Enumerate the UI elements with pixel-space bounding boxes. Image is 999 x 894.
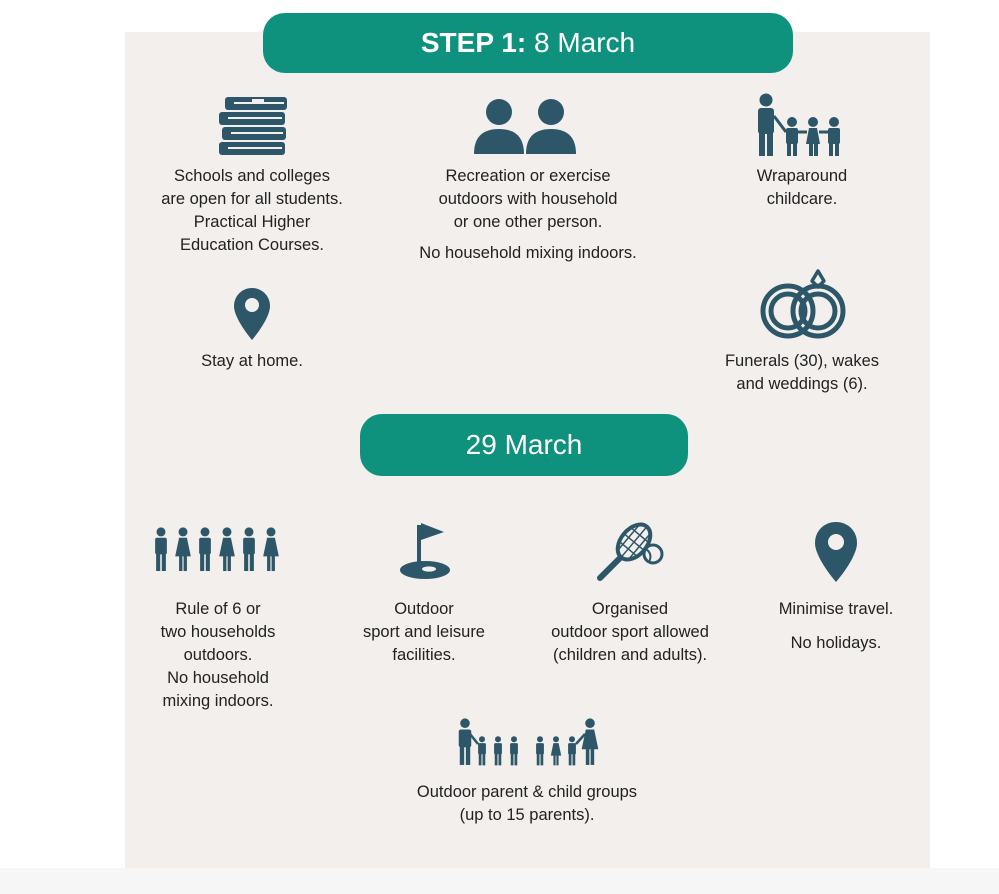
person-figure bbox=[250, 553, 254, 571]
person-figure bbox=[511, 736, 517, 742]
rings-icon bbox=[756, 268, 852, 340]
person-figure bbox=[459, 729, 472, 747]
schools-line-3: Practical Higher bbox=[193, 213, 311, 231]
person-figure bbox=[586, 748, 590, 765]
books-icon bbox=[216, 95, 292, 157]
schools-line-4: Education Courses. bbox=[180, 236, 324, 254]
person-figure bbox=[267, 555, 270, 571]
groups-line-2: (up to 15 parents). bbox=[459, 806, 595, 824]
step1-banner bbox=[263, 13, 793, 73]
childcare-line-2: childcare. bbox=[766, 190, 838, 208]
sport-line-3: facilities. bbox=[392, 646, 456, 664]
rule6-line-2: two households bbox=[160, 623, 276, 641]
rule-of-6-text bbox=[130, 598, 306, 713]
person-figure bbox=[200, 553, 204, 571]
recreation-line-1: Recreation or exercise bbox=[445, 167, 611, 185]
schools-text bbox=[142, 165, 362, 257]
person-figure bbox=[479, 754, 482, 766]
person-figure bbox=[157, 527, 166, 536]
person-figure bbox=[199, 538, 211, 555]
person-figure bbox=[585, 718, 595, 728]
childcare-text bbox=[720, 165, 884, 211]
parent-child-groups-icon bbox=[456, 718, 600, 768]
rule6-line-4: No household bbox=[167, 669, 269, 687]
travel-text bbox=[750, 598, 922, 655]
travel-extra: No holidays. bbox=[790, 634, 882, 652]
funerals-text bbox=[700, 350, 904, 396]
step1-banner-bold: STEP 1: bbox=[420, 27, 527, 58]
family-icon bbox=[752, 92, 852, 158]
person-figure bbox=[206, 553, 210, 571]
rule6-line-5: mixing indoors. bbox=[162, 692, 274, 710]
sport-line-1: Outdoor bbox=[394, 600, 454, 618]
organised-line-3: (children and adults). bbox=[552, 646, 708, 664]
bottom-strip bbox=[0, 868, 999, 894]
organised-line-1: Organised bbox=[591, 600, 669, 618]
person-figure bbox=[556, 755, 558, 765]
person-figure bbox=[511, 754, 514, 766]
person-figure bbox=[537, 736, 543, 742]
person-figure bbox=[479, 736, 485, 742]
person-figure bbox=[162, 553, 166, 571]
organised-sport-text bbox=[520, 598, 740, 667]
person-figure bbox=[551, 743, 561, 755]
person-figure bbox=[201, 527, 210, 536]
person-figure bbox=[179, 527, 188, 536]
rule6-line-3: outdoors. bbox=[183, 646, 253, 664]
person-figure bbox=[156, 553, 160, 571]
person-figure bbox=[536, 743, 544, 754]
tennis-racket-icon bbox=[594, 518, 668, 584]
recreation-line-3: or one other person. bbox=[453, 213, 603, 231]
person-figure bbox=[245, 527, 254, 536]
person-figure bbox=[223, 527, 232, 536]
person-figure bbox=[537, 754, 540, 766]
person-figure bbox=[272, 555, 275, 571]
schools-line-2: are open for all students. bbox=[161, 190, 343, 208]
person-figure bbox=[466, 746, 470, 765]
sport-line-2: sport and leisure bbox=[363, 623, 485, 641]
person-figure bbox=[155, 538, 167, 555]
person-figure bbox=[219, 538, 235, 557]
parent-child-text bbox=[380, 781, 674, 827]
march29-banner-label: 29 March bbox=[465, 429, 583, 460]
organised-line-2: outdoor sport allowed bbox=[551, 623, 709, 641]
step1-banner-date: 8 March bbox=[533, 27, 636, 58]
person-figure bbox=[569, 736, 575, 742]
two-people-icon bbox=[472, 96, 578, 156]
person-figure bbox=[553, 755, 555, 765]
schools-line-1: Schools and colleges bbox=[174, 167, 330, 185]
person-figure bbox=[569, 754, 572, 766]
funerals-line-1: Funerals (30), wakes bbox=[724, 352, 880, 370]
location-pin-icon bbox=[232, 286, 272, 342]
person-figure bbox=[515, 754, 518, 766]
six-people-icon bbox=[152, 527, 282, 573]
recreation-extra: No household mixing indoors. bbox=[419, 244, 637, 262]
travel-pin-icon bbox=[813, 520, 859, 584]
person-figure bbox=[582, 729, 599, 749]
groups-line-1: Outdoor parent & child groups bbox=[416, 783, 638, 801]
person-figure bbox=[460, 718, 470, 728]
funerals-line-2: and weddings (6). bbox=[736, 375, 868, 393]
person-figure bbox=[478, 743, 486, 754]
person-figure bbox=[267, 527, 276, 536]
person-figure bbox=[591, 748, 595, 765]
person-figure bbox=[223, 555, 226, 571]
recreation-line-2: outdoors with household bbox=[438, 190, 618, 208]
person-figure bbox=[510, 743, 518, 754]
person-figure bbox=[568, 743, 576, 754]
person-figure bbox=[184, 555, 187, 571]
golf-flag-icon bbox=[398, 519, 454, 581]
person-figure bbox=[483, 754, 486, 766]
stay-home-line: Stay at home. bbox=[201, 352, 303, 370]
person-figure bbox=[553, 736, 559, 742]
person-figure bbox=[495, 736, 501, 742]
person-figure bbox=[460, 746, 464, 765]
person-figure bbox=[494, 743, 502, 754]
person-figure bbox=[495, 754, 498, 766]
rule6-line-1: Rule of 6 or bbox=[175, 600, 261, 618]
person-figure bbox=[541, 754, 544, 766]
march29-banner bbox=[360, 414, 688, 476]
stay-home-text bbox=[172, 350, 332, 373]
person-figure bbox=[263, 538, 279, 557]
person-figure bbox=[243, 538, 255, 555]
person-figure bbox=[175, 538, 191, 557]
travel-line-1: Minimise travel. bbox=[778, 600, 894, 618]
recreation-text bbox=[400, 165, 656, 265]
person-figure bbox=[228, 555, 231, 571]
person-figure bbox=[499, 754, 502, 766]
person-figure bbox=[179, 555, 182, 571]
childcare-line-1: Wraparound bbox=[756, 167, 848, 185]
sport-leisure-text bbox=[340, 598, 508, 667]
person-figure bbox=[573, 754, 576, 766]
person-figure bbox=[244, 553, 248, 571]
